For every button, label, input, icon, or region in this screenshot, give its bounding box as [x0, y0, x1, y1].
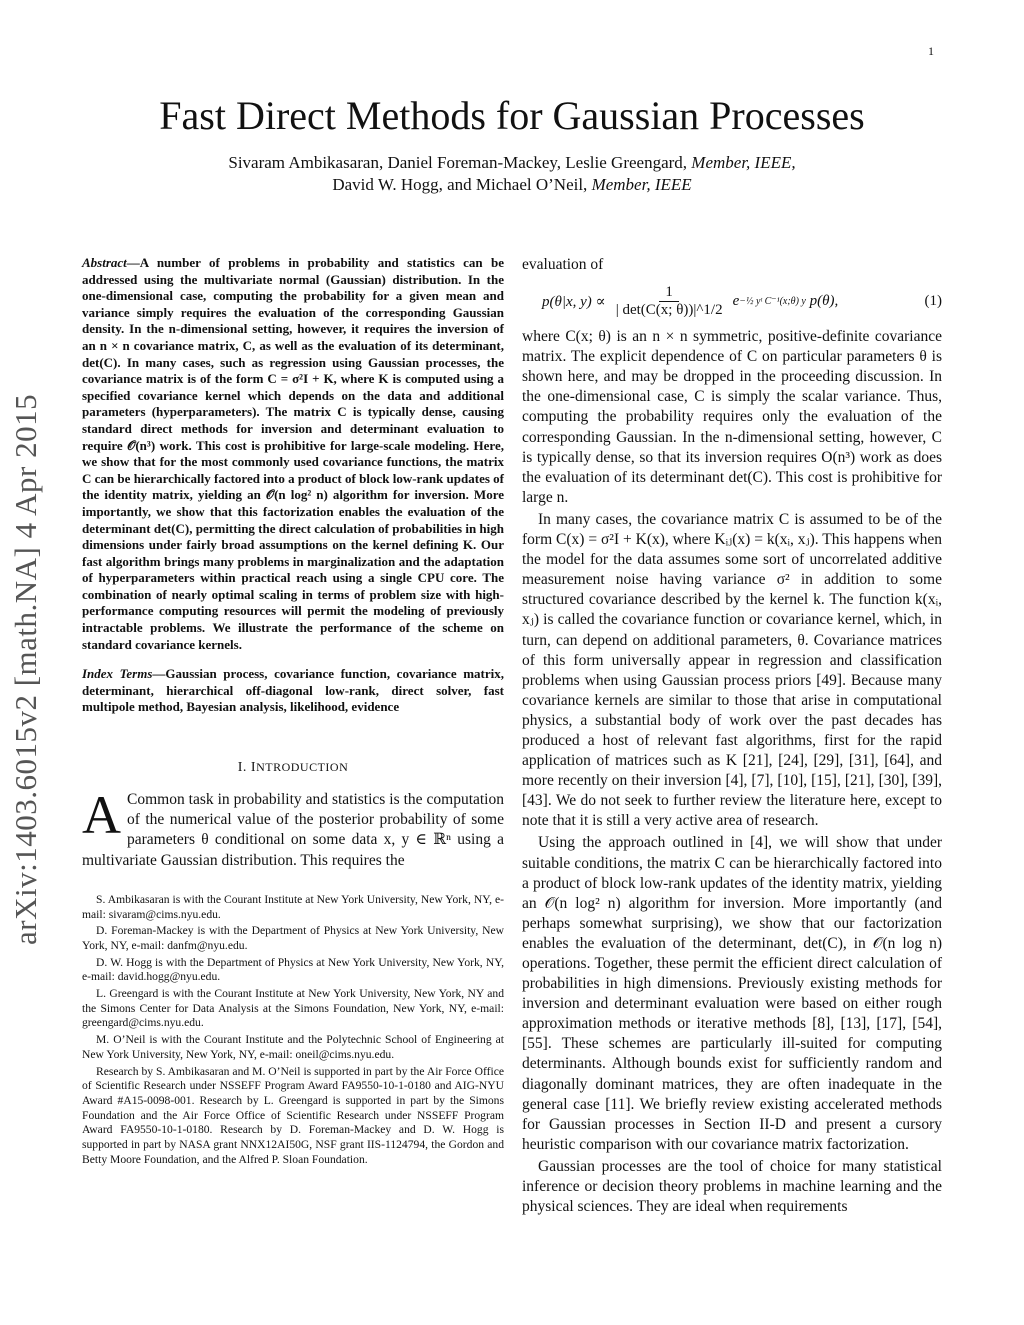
paragraph-form: In many cases, the covariance matrix C is assumed to be of the form C(x) = σ²I + K(x), where Kᵢⱼ(x) = k(xᵢ, xⱼ). This happens when the model for the data assumes some sort of uncorrelated additive measurement noise having variance σ² in addition to some structured covariance described by the kernel k. The function k(xᵢ, xⱼ) is called the covariance function or covariance kernel, which, in turn, can depend on additional parameters, θ. Covariance matrices of this form universally appear in regression and classification problems when using Gaussian process priors [49]. Because many covariance kernels are similar to those that arise in computational physics, a substantial body of work over the past decades has produced a host of relevant fast algorithms, first for the rapid application of matrices such as K [21], [24], [29], [31], [64], and more recently on their inversion [4], [7], [10], [15], [21], [30], [39], [43]. We do not seek to further review the literature here, except to note that it is still a very active area of research.	[522, 510, 942, 830]
equation-exponent: −½ yᵗ C⁻¹(x;θ) y	[739, 295, 806, 307]
section-numeral: I. I	[237, 760, 257, 776]
paper-title: Fast Direct Methods for Gaussian Processes	[159, 93, 865, 138]
equation-number: (1)	[924, 292, 942, 309]
evaluation-of-text: evaluation of	[522, 256, 604, 273]
footnote: M. O’Neil is with the Courant Institute and the Polytechnic School of Engineering at New York University, New York, NY, e-mail: oneil@cims.nyu.edu.	[82, 1033, 504, 1061]
index-terms-lead: Index Terms	[82, 666, 153, 682]
author-role-2: Member, IEEE	[591, 175, 692, 194]
drop-cap: A	[82, 785, 121, 846]
footnote: D. W. Hogg is with the Department of Physics at New York University, New York, NY, e-mail: david.hogg@nyu.edu.	[82, 955, 504, 984]
section-heading-introduction	[82, 760, 504, 776]
arxiv-stamp: arXiv:1403.6015v2 [math.NA] 4 Apr 2015	[8, 393, 43, 945]
equation-lhs: p(θ|x, y) ∝	[542, 293, 606, 310]
abstract-text: —A number of problems in probability and statistics can be addressed using the multivariate normal (Gaussian) distribution. In the one-dimensional case, computing the probability for a given mean and variance simply requires the evaluation of the corresponding Gaussian density. In the n-dimensional setting, however, it requires the inversion of an n × n covariance matrix, C, as well as the evaluation of its determinant, det(C). In many cases, such as regression using Gaussian processes, the covariance matrix is of the form C = σ²I + K, where K is computed using a specified covariance kernel which depends on the data and additional parameters (hyperparameters). The matrix C is typically dense, causing standard direct methods for inversion and determinant evaluation to require 𝒪(n³) work. This cost is prohibitive for large-scale modeling. Here, we show that for the most commonly used covariance functions, the matrix C can be hierarchically factored into a product of block low-rank updates of the identity matrix, yielding an 𝒪(n log² n) algorithm for inversion. More importantly, we show that this factorization enables the evaluation of the determinant det(C), permitting the direct calculation of probabilities in high dimensions under fairly broad assumptions on the kernel defining K. Our fast algorithm brings many problems in marginalization and the adaptation of hyperparameters within practical reach using a single CPU core. The combination of nearly optimal scaling in terms of problem size with high-performance computing resources will permit the modeling of previously intractable problems. We illustrate the performance of the scheme on standard covariance kernels.	[82, 255, 504, 652]
intro-text: Common task in probability and statistics is the computation of the numerical value of the posterior probability of some parameters θ conditional on some data x, y ∈ ℝⁿ using a multivariate Gaussian distribution. This requires the	[82, 791, 504, 869]
equation-denominator: | det(C(x; θ))|^1/2	[615, 301, 723, 318]
authors-names-1: Sivaram Ambikasaran, Daniel Foreman-Mackey, Leslie Greengard,	[228, 153, 688, 172]
equation-prior: p(θ),	[809, 292, 839, 309]
footnotes	[82, 893, 504, 1168]
equation-fraction	[610, 284, 729, 319]
footnote: Research by S. Ambikasaran and M. O’Neil is supported in part by the Air Force Office of Scientific Research under NSSEFF Program Award FA9550-10-1-0180 and AIG-NYU Award #A15-0098-001. Research by L. Greengard is supported in part by the Simons Foundation and the Air Force Office of Scientific Research under NSSEFF Program Award FA9550-10-1-0180. Research by D. Foreman-Mackey and D. W. Hogg is supported in part by NASA grant NNX12AI50G, NSF grant IIS-1124794, the Gordon and Betty Moore Foundation, and the Alfred P. Sloan Foundation.	[82, 1064, 504, 1166]
footnote: L. Greengard is with the Courant Institute at New York University, New York, NY and the Simons Center for Data Analysis at the Simons Foundation, New York, NY, e-mail: greengard@cims.nyu.edu.	[82, 987, 504, 1030]
author-list	[0, 152, 1024, 196]
intro-paragraph	[82, 785, 504, 871]
abstract-lead: Abstract	[82, 255, 127, 270]
index-terms	[82, 666, 504, 716]
index-terms-text: —Gaussian process, covariance function, covariance matrix, determinant, hierarchical off-diagonal low-rank, direct solver, fast multipole method, Bayesian analysis, likelihood, evidence	[82, 666, 504, 715]
left-column	[82, 255, 504, 1170]
paragraph-covariance: where C(x; θ) is an n × n symmetric, positive-definite covariance matrix. The explicit dependence of C on particular parameters θ is shown here, and may be dropped in the proceeding discussion. In the one-dimensional case, C is simply the scalar variance. Thus, computing the probability requires only the evaluation of the corresponding Gaussian. In the n-dimensional setting, however, C is typically dense, so that its inversion requires O(n³) work as does the evaluation of its determinant det(C). This cost is prohibitive for large n.	[522, 328, 942, 506]
page-number: 1	[928, 44, 934, 58]
equation-numerator: 1	[659, 284, 679, 302]
footnote: S. Ambikasaran is with the Courant Institute at New York University, New York, NY, e-mail: sivaram@cims.nyu.edu.	[82, 892, 504, 921]
equation-exp-base: e	[732, 292, 740, 309]
author-role-1: Member, IEEE,	[691, 153, 796, 172]
abstract	[82, 255, 504, 653]
author-line-2	[0, 174, 1024, 196]
paragraph-approach: Using the approach outlined in [4], we will show that under suitable conditions, the matrix C can be hierarchically factored into a product of block low-rank updates of the identity matrix, yielding an 𝒪(n log² n) algorithm for inversion. More importantly (and perhaps somewhat surprising), we show that our factorization enables the evaluation of the determinant, det(C), in 𝒪(n log n) operations. Together, these permit the efficient direct calculation of probabilities in high dimensions. Previously existing methods for inversion and determinant evaluation were based on either rough approximation methods or iterative methods [8], [13], [17], [54], [55]. These schemes are particularly ill-suited for computing determinants. Although bounds exist for sufficiently random and diagonally dominant matrices, they are often inadequate in the general case [11]. We briefly review existing accelerated methods for Gaussian processes in Section II-D and present a cursory heuristic comparison with our covariance matrix factorization.	[522, 834, 942, 1153]
footnote: D. Foreman-Mackey is with the Department of Physics at New York University, New York, NY, e-mail: danfm@nyu.edu.	[82, 924, 504, 952]
equation-1	[522, 279, 942, 323]
section-title-rest: NTRODUCTION	[256, 760, 349, 775]
right-column	[522, 255, 942, 1217]
paragraph-gaussian-processes: Gaussian processes are the tool of choice for many statistical inference or decision theory problems in machine learning and the physical sciences. They are ideal when requirements	[522, 1157, 942, 1216]
author-line-1	[0, 152, 1024, 174]
authors-names-2: David W. Hogg, and Michael O’Neil,	[332, 175, 588, 194]
